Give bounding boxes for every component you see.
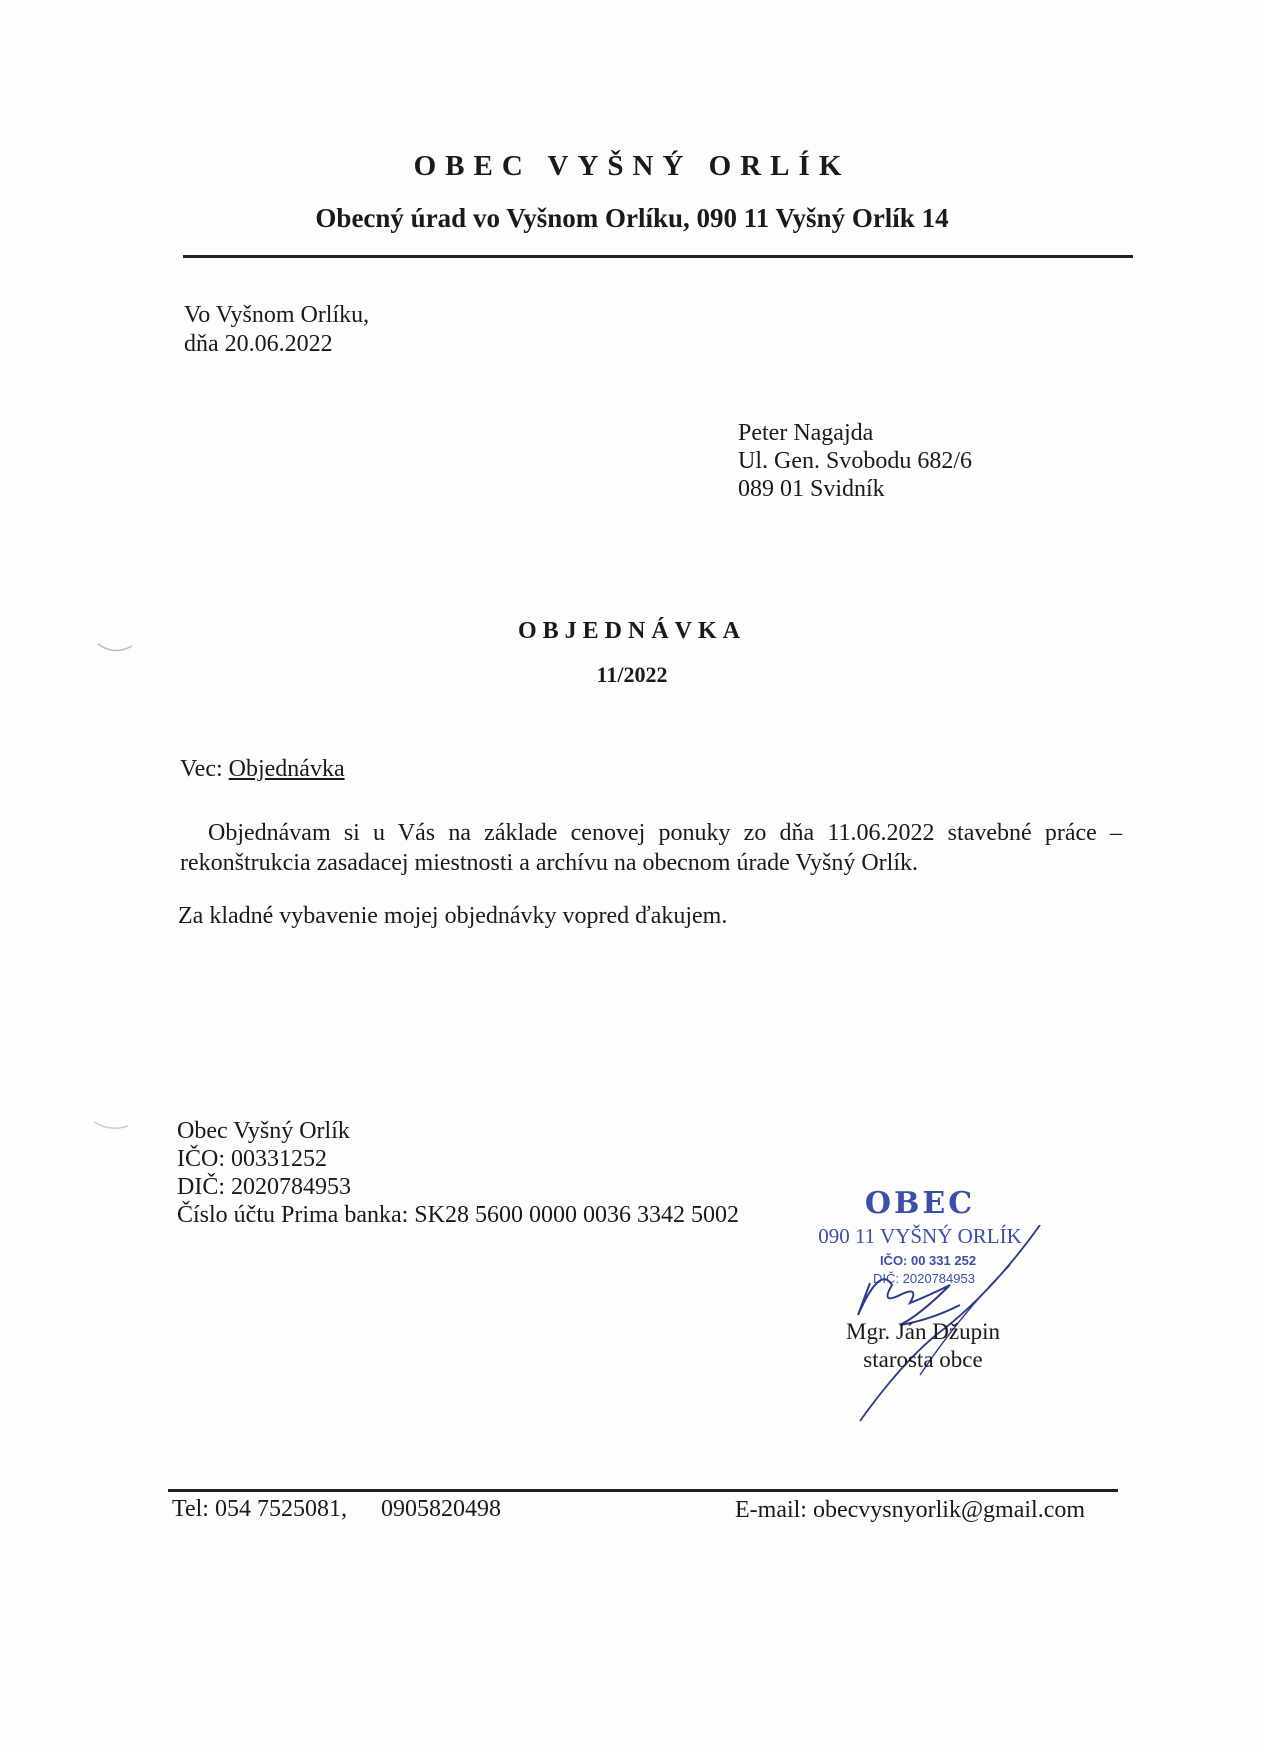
company-ico: IČO: 00331252: [177, 1146, 327, 1172]
recipient-address: [738, 419, 972, 503]
company-bank-account: Číslo účtu Prima banka: SK28 5600 0000 0036 3342 5002: [177, 1202, 739, 1228]
signer-name: Mgr. Ján Džupin: [846, 1319, 1000, 1344]
document-title: OBJEDNÁVKA: [517, 618, 746, 644]
place-text: Vo Vyšnom Orlíku,: [184, 302, 370, 328]
stamp-line-1: OBEC: [864, 1186, 976, 1221]
body-paragraph-1: Objednávam si u Vás na základe cenovej ponuky zo dňa 11.06.2022 stavebné práce – rekonštrukcia zasadacej miestnosti a archívu na obecnom úrade Vyšný Orlík.: [180, 820, 1122, 876]
recipient-city: 089 01 Svidník: [738, 476, 885, 502]
signer-role: starosta obce: [863, 1347, 983, 1372]
footer-tel-label: Tel: 054 7525081,: [172, 1496, 347, 1522]
date-text: dňa 20.06.2022: [184, 331, 333, 357]
recipient-street: Ul. Gen. Svobodu 682/6: [738, 448, 972, 474]
body-paragraph-2: Za kladné vybavenie mojej objednávky vopred ďakujem.: [178, 903, 728, 929]
stamp-line-2: 090 11 VYŠNÝ ORLÍK: [818, 1224, 1022, 1248]
footer-divider: [168, 1489, 1118, 1492]
company-details: [177, 1117, 739, 1229]
punch-hole-mark-icon: [92, 1118, 132, 1138]
recipient-name: Peter Nagajda: [738, 420, 874, 446]
place-date-block: [184, 301, 369, 359]
office-address: Obecný úrad vo Vyšnom Orlíku, 090 11 Vyšný Orlík 14: [315, 203, 949, 233]
signer-block: [846, 1318, 1000, 1374]
footer-phone: [172, 1496, 501, 1523]
document-number: 11/2022: [596, 662, 668, 687]
subject-value: Objednávka: [228, 756, 345, 782]
footer-mobile: 0905820498: [380, 1496, 501, 1522]
stamp-line-3: IČO: 00 331 252: [879, 1253, 977, 1268]
subject-label: Vec:: [180, 756, 223, 782]
header-divider: [183, 255, 1133, 258]
company-dic: DIČ: 2020784953: [177, 1174, 351, 1200]
company-name: Obec Vyšný Orlík: [177, 1118, 350, 1144]
organization-name: OBEC VYŠNÝ ORLÍK: [413, 150, 851, 182]
subject-line: [180, 756, 345, 783]
stamp-line-4: DIČ: 2020784953: [873, 1271, 975, 1286]
footer-email: E-mail: obecvysnyorlik@gmail.com: [735, 1497, 1086, 1523]
